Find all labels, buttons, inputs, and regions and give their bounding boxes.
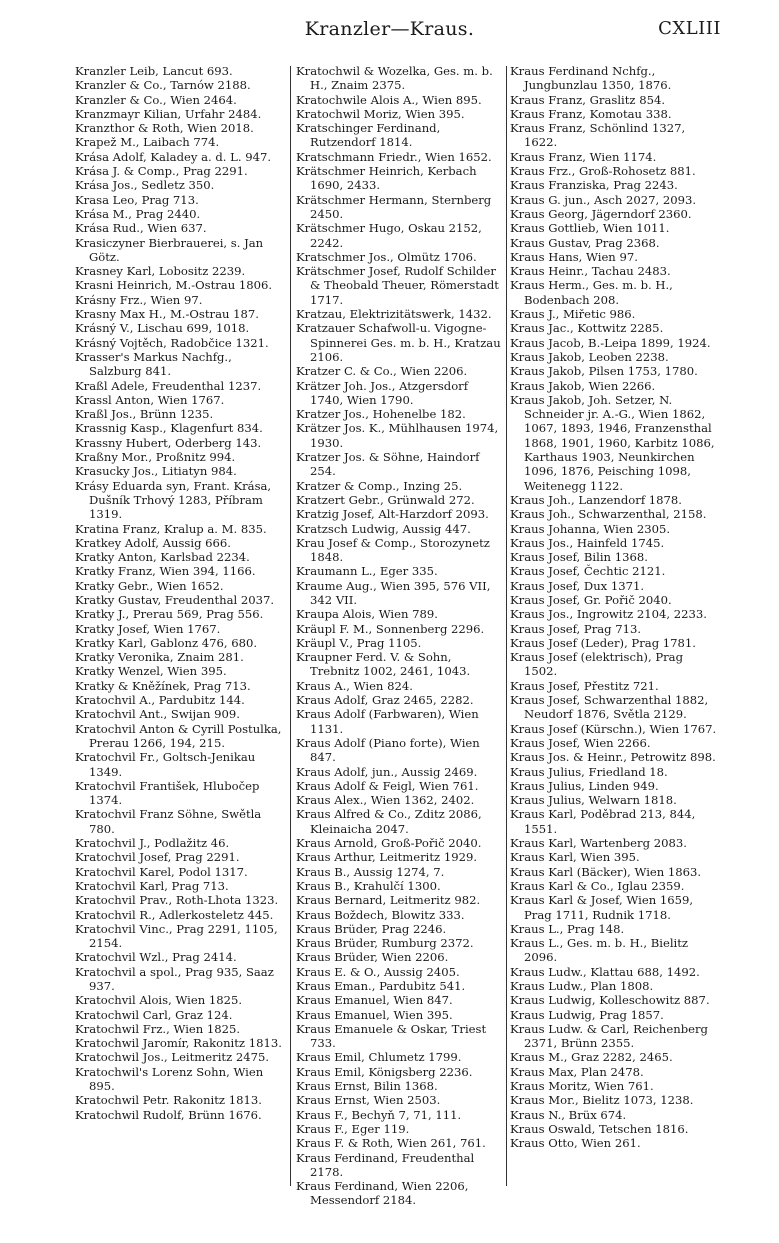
directory-entry: Kraus Josef, Wien 2266. bbox=[510, 735, 651, 750]
directory-entry: Kratochvil Josef, Prag 2291. bbox=[75, 850, 240, 865]
directory-entry: Kraus Johanna, Wien 2305. bbox=[510, 521, 671, 536]
directory-entry: Krätschmer Josef, Rudolf Schilder & Theobald Theuer, Römerstadt 1717. bbox=[296, 264, 499, 307]
directory-entry: Kraus Jac., Kottwitz 2285. bbox=[510, 321, 664, 336]
directory-entry: Kraus Herm., Ges. m. b. H., Bodenbach 208. bbox=[510, 278, 673, 307]
page-number: CXLIII bbox=[658, 18, 721, 39]
directory-entry: Kraus Gustav, Prag 2368. bbox=[510, 235, 660, 250]
directory-entry: Kraume Aug., Wien 395, 576 VII, 342 VII. bbox=[296, 578, 491, 607]
directory-entry: Kraus Ludw., Klattau 688, 1492. bbox=[510, 964, 700, 979]
directory-entry: Kranzler & Co., Tarnów 2188. bbox=[75, 78, 251, 93]
directory-entry: Kraus Emanuel, Wien 395. bbox=[296, 1007, 453, 1022]
directory-entry: Krasa Leo, Prag 713. bbox=[75, 192, 199, 207]
directory-entry: Kratochvil R., Adlerkosteletz 445. bbox=[75, 907, 274, 922]
directory-entry: Kraus F. & Roth, Wien 261, 761. bbox=[296, 1136, 486, 1151]
directory-entry: Kraus Franz, Graslitz 854. bbox=[510, 92, 666, 107]
directory-entry: Kratzer & Comp., Inzing 25. bbox=[296, 478, 463, 493]
directory-entry: Kratochvil Prav., Roth-Lhota 1323. bbox=[75, 893, 279, 908]
directory-entry: Kraus Julius, Linden 949. bbox=[510, 778, 659, 793]
directory-entry: Kraus Georg, Jägerndorf 2360. bbox=[510, 206, 692, 221]
directory-entry: Krassnig Kasp., Klagenfurt 834. bbox=[75, 421, 263, 436]
directory-entry: Kratochwile Alois A., Wien 895. bbox=[296, 92, 482, 107]
directory-entry: Kraus Ludwig, Prag 1857. bbox=[510, 1007, 664, 1022]
directory-entry: Kratschinger Ferdinand, Rutzendorf 1814. bbox=[296, 121, 441, 150]
directory-entry: Kratochwil Rudolf, Brünn 1676. bbox=[75, 1107, 262, 1122]
directory-entry: Kraus Jakob, Pilsen 1753, 1780. bbox=[510, 364, 698, 379]
directory-entry: Kraus Gottlieb, Wien 1011. bbox=[510, 221, 670, 236]
directory-entry: Kraus Ernst, Wien 2503. bbox=[296, 1093, 441, 1108]
directory-entry: Kraus Oswald, Tetschen 1816. bbox=[510, 1121, 689, 1136]
directory-entry: Kraus Josef, Čechtic 2121. bbox=[510, 564, 666, 579]
directory-entry: Kraßl Jos., Brünn 1235. bbox=[75, 407, 214, 422]
column-3 bbox=[510, 64, 718, 1194]
directory-entry: Kraus Mor., Bielitz 1073, 1238. bbox=[510, 1093, 694, 1108]
directory-entry: Kraus Karl, Wien 395. bbox=[510, 850, 640, 865]
directory-entry: Krása Jos., Sedletz 350. bbox=[75, 178, 215, 193]
directory-entry: Kraßl Adele, Freudenthal 1237. bbox=[75, 378, 262, 393]
directory-entry: Kratochvil Franz Söhne, Swětla 780. bbox=[75, 807, 262, 836]
directory-entry: Kraus Adolf (Farbwaren), Wien 1131. bbox=[296, 707, 479, 736]
directory-entry: Kratochvil František, Hlubočep 1374. bbox=[75, 778, 260, 808]
directory-entry: Kratochvil Ant., Swijan 909. bbox=[75, 707, 240, 722]
directory-entry: Kraus F., Eger 119. bbox=[296, 1121, 410, 1136]
directory-entry: Kraus Ferdinand, Wien 2206, Messendorf 2184. bbox=[296, 1179, 469, 1208]
directory-entry: Kranzmayr Kilian, Urfahr 2484. bbox=[75, 106, 262, 121]
directory-entry: Kratky Veronika, Znaim 281. bbox=[75, 650, 244, 665]
directory-entry: Kratzau, Elektrizitätswerk, 1432. bbox=[296, 307, 492, 322]
directory-entry: Krassny Hubert, Oderberg 143. bbox=[75, 435, 262, 450]
directory-entry: Kraumann L., Eger 335. bbox=[296, 564, 438, 579]
directory-entry: Krásy Eduarda syn, Frant. Krása, Dušník Trhový 1283, Příbram 1319. bbox=[75, 478, 272, 522]
directory-entry: Kratzsch Ludwig, Aussig 447. bbox=[296, 521, 471, 536]
directory-entry: Kratky J., Prerau 569, Prag 556. bbox=[75, 607, 264, 622]
directory-entry: Kraus Emanuele & Oskar, Triest 733. bbox=[296, 1021, 487, 1051]
directory-entry: Kratky Franz, Wien 394, 1166. bbox=[75, 564, 256, 579]
column-divider bbox=[506, 66, 507, 1186]
directory-entry: Kranzler & Co., Wien 2464. bbox=[75, 92, 237, 107]
directory-entry: Kratochwil Frz., Wien 1825. bbox=[75, 1021, 241, 1036]
directory-entry: Kraus Adolf, Graz 2465, 2282. bbox=[296, 693, 474, 708]
directory-entry: Kratochwil Jos., Leitmeritz 2475. bbox=[75, 1050, 270, 1065]
column-1 bbox=[75, 64, 285, 1194]
directory-entry: Kraus Moritz, Wien 761. bbox=[510, 1079, 654, 1094]
directory-entry: Kraus Karl, Wartenberg 2083. bbox=[510, 836, 687, 851]
directory-entry: Krau Josef & Comp., Storozynetz 1848. bbox=[296, 535, 490, 565]
directory-entry: Kraus N., Brüx 674. bbox=[510, 1107, 627, 1122]
directory-entry: Kraus Julius, Friedland 18. bbox=[510, 764, 668, 779]
directory-entry: Kratzauer Schafwoll-u. Vigogne-Spinnerei Ges. m. b. H., Kratzau 2106. bbox=[296, 321, 501, 364]
directory-entry: Kraus M., Graz 2282, 2465. bbox=[510, 1050, 673, 1065]
page-header bbox=[0, 18, 779, 44]
directory-entry: Krasser's Markus Nachfg., Salzburg 841. bbox=[75, 349, 232, 379]
directory-entry: Kraus A., Wien 824. bbox=[296, 678, 413, 693]
directory-entry: Kraus Jos., Ingrowitz 2104, 2233. bbox=[510, 607, 707, 622]
directory-entry: Krása M., Prag 2440. bbox=[75, 206, 201, 221]
directory-entry: Kraus Josef, Přestitz 721. bbox=[510, 678, 659, 693]
directory-entry: Kraus Ernst, Bilin 1368. bbox=[296, 1079, 438, 1094]
directory-entry: Kraus Julius, Welwarn 1818. bbox=[510, 793, 677, 808]
directory-entry: Kraus Hans, Wien 97. bbox=[510, 249, 638, 264]
directory-entry: Kraus J., Miřetic 986. bbox=[510, 307, 636, 322]
directory-entry: Kraus Karl, Poděbrad 213, 844, 1551. bbox=[510, 807, 696, 836]
directory-entry: Krásný Vojtěch, Radobčice 1321. bbox=[75, 335, 269, 350]
directory-entry: Kraus Max, Plan 2478. bbox=[510, 1064, 644, 1079]
directory-entry: Krassl Anton, Wien 1767. bbox=[75, 392, 225, 407]
directory-entry: Kraus Bernard, Leitmeritz 982. bbox=[296, 893, 481, 908]
directory-entry: Kraus G. jun., Asch 2027, 2093. bbox=[510, 192, 697, 207]
directory-entry: Kraus Adolf, jun., Aussig 2469. bbox=[296, 764, 478, 779]
directory-entry: Kraus Franz, Wien 1174. bbox=[510, 149, 657, 164]
directory-entry: Kraupner Ferd. V. & Sohn, Trebnitz 1002, 2461, 1043. bbox=[296, 650, 471, 679]
directory-entry: Kraus Jakob, Joh. Setzer, N. Schneider jr. A.-G., Wien 1862, 1067, 1893, 1946, Franzensthal 1868, 1901, 1960, Karbitz 1086, Karthaus 1903, Neunkirchen 1096, 1876, Peisching 1098, Weitenegg 1122. bbox=[510, 392, 715, 493]
directory-entry: Kraus E. & O., Aussig 2405. bbox=[296, 964, 460, 979]
directory-entry: Krasny Max H., M.-Ostrau 187. bbox=[75, 307, 259, 322]
directory-entry: Kraus Adolf & Feigl, Wien 761. bbox=[296, 778, 479, 793]
directory-entry: Kraßny Mor., Proßnitz 994. bbox=[75, 450, 236, 465]
directory-entry: Kraus Jakob, Leoben 2238. bbox=[510, 349, 669, 364]
directory-entry: Kraus Alex., Wien 1362, 2402. bbox=[296, 793, 475, 808]
directory-entry: Kraus Franz, Komotau 338. bbox=[510, 106, 672, 121]
directory-entry: Kraupa Alois, Wien 789. bbox=[296, 607, 438, 622]
directory-entry: Kraus B., Krahulčí 1300. bbox=[296, 878, 441, 893]
directory-entry: Kraus F., Bechyň 7, 71, 111. bbox=[296, 1107, 462, 1122]
directory-entry: Kraus Josef, Schwarzenthal 1882, Neudorf 1876, Světla 2129. bbox=[510, 693, 709, 722]
directory-entry: Kräupl F. M., Sonnenberg 2296. bbox=[296, 621, 485, 636]
directory-entry: Kratochvil Wzl., Prag 2414. bbox=[75, 950, 237, 965]
directory-entry: Kratkey Adolf, Aussig 666. bbox=[75, 535, 231, 550]
directory-entry: Kraus Ludw., Plan 1808. bbox=[510, 979, 654, 993]
directory-entry: Kratochwil Carl, Graz 124. bbox=[75, 1007, 233, 1022]
directory-entry: Kratochwil's Lorenz Sohn, Wien 895. bbox=[75, 1064, 264, 1094]
directory-entry: Kratky Wenzel, Wien 395. bbox=[75, 664, 227, 679]
directory-entry: Kraus L., Ges. m. b. H., Bielitz 2096. bbox=[510, 936, 689, 965]
directory-entry: Kraus Josef (Leder), Prag 1781. bbox=[510, 635, 696, 650]
directory-entry: Kraus Eman., Pardubitz 541. bbox=[296, 979, 466, 993]
directory-entry: Kratzer Jos. & Söhne, Haindorf 254. bbox=[296, 450, 480, 479]
directory-entry: Kratochvil Vinc., Prag 2291, 1105, 2154. bbox=[75, 921, 278, 951]
directory-entry: Kraus Brüder, Rumburg 2372. bbox=[296, 936, 474, 951]
directory-entry: Krätschmer Heinrich, Kerbach 1690, 2433. bbox=[296, 164, 477, 193]
directory-entry: Kratochvil Anton & Cyrill Postulka, Prerau 1266, 194, 215. bbox=[75, 721, 282, 750]
directory-entry: Kraus Arthur, Leitmeritz 1929. bbox=[296, 850, 478, 865]
directory-entry: Kranzthor & Roth, Wien 2018. bbox=[75, 121, 254, 136]
directory-entry: Kraus Karl (Bäcker), Wien 1863. bbox=[510, 864, 702, 879]
directory-entry: Krasucky Jos., Litiatyn 984. bbox=[75, 464, 237, 479]
directory-entry: Kraus L., Prag 148. bbox=[510, 921, 625, 936]
directory-entry: Krása J. & Comp., Prag 2291. bbox=[75, 164, 248, 179]
directory-entry: Kraus Otto, Wien 261. bbox=[510, 1136, 641, 1151]
directory-entry: Kraus Josef, Bilin 1368. bbox=[510, 550, 648, 565]
directory-entry: Kraus Joh., Lanzendorf 1878. bbox=[510, 492, 682, 507]
directory-entry: Kratky Anton, Karlsbad 2234. bbox=[75, 550, 250, 565]
directory-entry: Krapež M., Laibach 774. bbox=[75, 135, 220, 150]
directory-entry: Kratzer C. & Co., Wien 2206. bbox=[296, 364, 468, 379]
directory-entry: Kraus Emil, Chlumetz 1799. bbox=[296, 1050, 462, 1065]
directory-entry: Krásny Frz., Wien 97. bbox=[75, 292, 203, 307]
directory-entry: Kraus Adolf (Piano forte), Wien 847. bbox=[296, 735, 480, 765]
directory-entry: Kraus Franz, Schönlind 1327, 1622. bbox=[510, 121, 686, 150]
directory-entry: Kratzer Jos., Hohenelbe 182. bbox=[296, 407, 466, 422]
directory-entry: Kraus Brüder, Prag 2246. bbox=[296, 921, 447, 936]
directory-entry: Kraus Alfred & Co., Zditz 2086, Kleinaicha 2047. bbox=[296, 807, 482, 836]
directory-entry: Kratky Gebr., Wien 1652. bbox=[75, 578, 224, 593]
directory-entry: Kraus Joh., Schwarzenthal, 2158. bbox=[510, 507, 707, 522]
directory-entry: Kratochvil Karl, Prag 713. bbox=[75, 878, 229, 893]
directory-entry: Kraus Ludwig, Kolleschowitz 887. bbox=[510, 993, 710, 1008]
directory-entry: Kraus Jos., Hainfeld 1745. bbox=[510, 535, 665, 550]
directory-entry: Kraus Josef, Dux 1371. bbox=[510, 578, 645, 593]
page-title: Kranzler—Kraus. bbox=[304, 18, 475, 40]
directory-entry: Kratochvil a spol., Prag 935, Saaz 937. bbox=[75, 964, 274, 993]
directory-entry: Krasni Heinrich, M.-Ostrau 1806. bbox=[75, 278, 273, 293]
directory-entry: Kratochvil Karel, Podol 1317. bbox=[75, 864, 248, 879]
directory-entry: Kraus Josef (elektrisch), Prag 1502. bbox=[510, 650, 684, 679]
directory-entry: Kraus Josef, Gr. Pořič 2040. bbox=[510, 592, 672, 607]
directory-entry: Kraus Emil, Königsberg 2236. bbox=[296, 1064, 473, 1079]
directory-entry: Kraus Arnold, Groß-Pořič 2040. bbox=[296, 836, 482, 851]
directory-entry: Kraus Josef, Prag 713. bbox=[510, 621, 642, 636]
directory-entry: Kratochvil A., Pardubitz 144. bbox=[75, 693, 245, 708]
directory-entry: Kräupl V., Prag 1105. bbox=[296, 635, 422, 650]
directory-entry: Kraus Emanuel, Wien 847. bbox=[296, 993, 453, 1008]
directory-entry: Krasiczyner Bierbrauerei, s. Jan Götz. bbox=[75, 235, 264, 264]
directory-entry: Kratina Franz, Kralup a. M. 835. bbox=[75, 521, 267, 536]
directory-entry: Kratochvil Fr., Goltsch-Jenikau 1349. bbox=[75, 750, 256, 779]
directory-entry: Kraus Jos. & Heinr., Petrowitz 898. bbox=[510, 750, 716, 765]
directory-entry: Krasney Karl, Lobositz 2239. bbox=[75, 264, 246, 279]
directory-entry: Kraus Franziska, Prag 2243. bbox=[510, 178, 678, 193]
directory-entry: Kratochvil Alois, Wien 1825. bbox=[75, 993, 243, 1008]
directory-entry: Kraus Karl & Josef, Wien 1659, Prag 1711, Rudnik 1718. bbox=[510, 893, 694, 922]
directory-entry: Kratochwil Jaromír, Rakonitz 1813. bbox=[75, 1036, 282, 1051]
directory-entry: Kratky Gustav, Freudenthal 2037. bbox=[75, 592, 275, 607]
directory-entry: Kraus Boždech, Blowitz 333. bbox=[296, 907, 465, 922]
directory-entry: Kratky Karl, Gablonz 476, 680. bbox=[75, 635, 258, 650]
directory-entry: Kraus Frz., Groß-Rohosetz 881. bbox=[510, 164, 696, 179]
directory-entry: Kraus Jakob, Wien 2266. bbox=[510, 378, 656, 393]
directory-entry: Kratochwil Moriz, Wien 395. bbox=[296, 106, 465, 121]
directory-entry: Krätschmer Hermann, Sternberg 2450. bbox=[296, 192, 492, 221]
directory-entry: Kratochvil J., Podlažitz 46. bbox=[75, 836, 230, 851]
directory-entry: Kraus Ferdinand Nchfg., Jungbunzlau 1350, 1876. bbox=[510, 64, 672, 93]
directory-entry: Krätzer Joh. Jos., Atzgersdorf 1740, Wien 1790. bbox=[296, 378, 469, 407]
directory-entry: Kraus Ferdinand, Freudenthal 2178. bbox=[296, 1150, 475, 1179]
directory-entry: Kratschmann Friedr., Wien 1652. bbox=[296, 149, 492, 164]
directory-entry: Kranzler Leib, Lancut 693. bbox=[75, 64, 233, 78]
directory-entry: Kraus B., Aussig 1274, 7. bbox=[296, 864, 445, 879]
directory-entry: Kraus Josef (Kürschn.), Wien 1767. bbox=[510, 721, 717, 736]
directory-entry: Kratky Josef, Wien 1767. bbox=[75, 621, 221, 636]
directory-entry: Kratky & Kněžínek, Prag 713. bbox=[75, 678, 251, 693]
directory-entry: Kraus Ludw. & Carl, Reichenberg 2371, Brünn 2355. bbox=[510, 1021, 708, 1051]
directory-entry: Kraus Brüder, Wien 2206. bbox=[296, 950, 449, 965]
directory-entry: Kratochwil Petr. Rakonitz 1813. bbox=[75, 1093, 262, 1108]
directory-entry: Kratzig Josef, Alt-Harzdorf 2093. bbox=[296, 507, 489, 522]
directory-entry: Krätzer Jos. K., Mühlhausen 1974, 1930. bbox=[296, 421, 499, 450]
directory-entry: Kraus Jacob, B.-Leipa 1899, 1924. bbox=[510, 335, 711, 350]
directory-entry: Krása Adolf, Kaladey a. d. L. 947. bbox=[75, 149, 272, 164]
directory-entry: Krása Rud., Wien 637. bbox=[75, 221, 207, 236]
directory-entry: Kratschmer Jos., Olmütz 1706. bbox=[296, 249, 477, 264]
directory-entry: Krätschmer Hugo, Oskau 2152, 2242. bbox=[296, 221, 482, 250]
column-divider bbox=[290, 66, 291, 1186]
directory-entry: Kraus Heinr., Tachau 2483. bbox=[510, 264, 671, 279]
directory-entry: Kratzert Gebr., Grünwald 272. bbox=[296, 492, 475, 507]
directory-entry: Krásný V., Lischau 699, 1018. bbox=[75, 321, 250, 336]
directory-entry: Kratochwil & Wozelka, Ges. m. b. H., Znaim 2375. bbox=[296, 64, 493, 93]
column-2 bbox=[296, 64, 503, 1208]
directory-entry: Kraus Karl & Co., Iglau 2359. bbox=[510, 878, 685, 893]
